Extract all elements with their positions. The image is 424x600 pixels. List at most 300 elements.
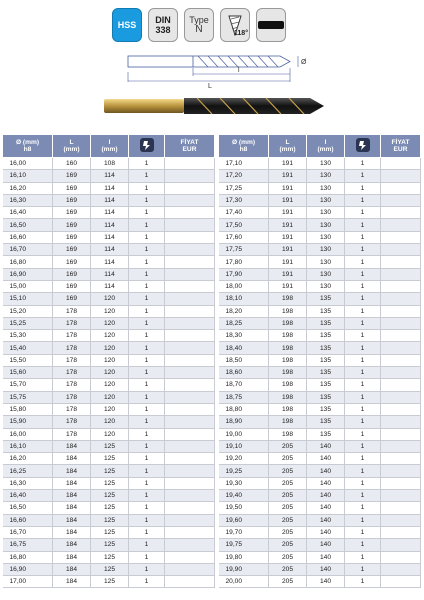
price-cell: [381, 379, 421, 391]
pack-qty-cell: 1: [129, 576, 165, 588]
pack-qty-cell: 1: [345, 219, 381, 231]
price-cell: [381, 563, 421, 575]
price-cell: [381, 440, 421, 452]
diameter-cell: 19,00: [219, 428, 269, 440]
flute-length-cell: 130: [307, 170, 345, 182]
price-cell: [381, 490, 421, 502]
total-length-cell: 205: [269, 576, 307, 588]
flute-length-cell: 140: [307, 490, 345, 502]
total-length-cell: 205: [269, 477, 307, 489]
flute-length-cell: 125: [91, 514, 129, 526]
flute-length-cell: 140: [307, 526, 345, 538]
flute-length-header: l (mm): [91, 135, 129, 158]
pack-qty-cell: 1: [345, 403, 381, 415]
flute-length-cell: 120: [91, 391, 129, 403]
pack-qty-cell: 1: [345, 539, 381, 551]
total-length-cell: 184: [53, 526, 91, 538]
table-row: [219, 551, 421, 563]
pack-qty-cell: 1: [345, 576, 381, 588]
price-cell: [165, 367, 215, 379]
table-row: [219, 514, 421, 526]
table-row: [3, 514, 215, 526]
price-header: FİYAT EUR: [165, 135, 215, 158]
total-length-cell: 198: [269, 391, 307, 403]
pack-qty-cell: 1: [345, 305, 381, 317]
table-row: [219, 379, 421, 391]
price-cell: [165, 256, 215, 268]
table-row: [3, 342, 215, 354]
total-length-cell: 191: [269, 231, 307, 243]
pack-qty-cell: 1: [129, 440, 165, 452]
price-cell: [381, 367, 421, 379]
pack-qty-cell: 1: [129, 354, 165, 366]
pack-qty-cell: 1: [129, 526, 165, 538]
diameter-cell: 17,80: [219, 256, 269, 268]
flute-length-cell: 114: [91, 207, 129, 219]
price-cell: [381, 268, 421, 280]
diameter-cell: 18,70: [219, 379, 269, 391]
price-cell: [165, 576, 215, 588]
diameter-cell: 16,90: [3, 268, 53, 280]
table-row: [3, 576, 215, 588]
table-row: [219, 526, 421, 538]
diameter-cell: 15,20: [3, 305, 53, 317]
price-cell: [381, 428, 421, 440]
diameter-cell: 18,20: [219, 305, 269, 317]
table-row: [3, 317, 215, 329]
price-cell: [165, 551, 215, 563]
table-row: [219, 453, 421, 465]
box-pack-icon: [345, 135, 381, 158]
total-length-cell: 184: [53, 539, 91, 551]
table-row: [219, 244, 421, 256]
diameter-cell: 16,60: [3, 514, 53, 526]
total-length-cell: 169: [53, 256, 91, 268]
table-row: [3, 391, 215, 403]
total-length-cell: 198: [269, 416, 307, 428]
flute-length-cell: 135: [307, 379, 345, 391]
table-row: [3, 403, 215, 415]
table-row: [219, 170, 421, 182]
table-row: [219, 428, 421, 440]
price-cell: [381, 576, 421, 588]
flute-length-cell: 140: [307, 514, 345, 526]
table-row: [219, 182, 421, 194]
total-length-cell: 178: [53, 305, 91, 317]
diameter-cell: 16,50: [3, 502, 53, 514]
price-cell: [381, 317, 421, 329]
table-row: [3, 244, 215, 256]
total-length-cell: 184: [53, 502, 91, 514]
flute-length-cell: 135: [307, 305, 345, 317]
total-length-cell: 198: [269, 305, 307, 317]
total-length-cell: 191: [269, 158, 307, 170]
flute-length-cell: 140: [307, 502, 345, 514]
pack-qty-cell: 1: [345, 280, 381, 292]
box-pack-icon: [129, 135, 165, 158]
total-length-cell: 169: [53, 280, 91, 292]
table-row: [3, 280, 215, 292]
diameter-cell: 16,70: [3, 244, 53, 256]
diameter-cell: 17,00: [3, 576, 53, 588]
pack-qty-cell: 1: [129, 403, 165, 415]
total-length-cell: 184: [53, 477, 91, 489]
table-row: [219, 268, 421, 280]
table-row: [3, 182, 215, 194]
pack-qty-cell: 1: [345, 194, 381, 206]
pack-qty-cell: 1: [345, 416, 381, 428]
pack-qty-cell: 1: [129, 539, 165, 551]
total-length-cell: 184: [53, 490, 91, 502]
price-cell: [381, 170, 421, 182]
flute-length-cell: 125: [91, 551, 129, 563]
total-length-cell: 205: [269, 440, 307, 452]
table-row: [3, 305, 215, 317]
price-cell: [165, 379, 215, 391]
price-cell: [165, 219, 215, 231]
pack-qty-cell: 1: [345, 453, 381, 465]
price-cell: [165, 207, 215, 219]
total-length-cell: 178: [53, 391, 91, 403]
diameter-cell: 18,40: [219, 342, 269, 354]
flute-length-cell: 125: [91, 526, 129, 538]
diameter-cell: 15,10: [3, 293, 53, 305]
table-row: [219, 342, 421, 354]
flute-length-cell: 125: [91, 502, 129, 514]
table-row: [219, 416, 421, 428]
diameter-cell: 17,60: [219, 231, 269, 243]
diameter-cell: 16,25: [3, 465, 53, 477]
total-length-cell: 191: [269, 268, 307, 280]
table-row: [219, 317, 421, 329]
price-cell: [381, 280, 421, 292]
total-length-cell: 191: [269, 244, 307, 256]
total-length-cell: 184: [53, 576, 91, 588]
diameter-cell: 18,75: [219, 391, 269, 403]
flute-length-cell: 120: [91, 317, 129, 329]
diameter-cell: 17,50: [219, 219, 269, 231]
flute-length-cell: 135: [307, 391, 345, 403]
price-cell: [165, 194, 215, 206]
total-length-cell: 191: [269, 194, 307, 206]
total-length-cell: 198: [269, 293, 307, 305]
pack-qty-cell: 1: [345, 256, 381, 268]
total-length-cell: 169: [53, 231, 91, 243]
total-length-cell: 178: [53, 416, 91, 428]
flute-length-cell: 114: [91, 182, 129, 194]
flute-length-cell: 130: [307, 256, 345, 268]
table-header-row: [219, 135, 421, 158]
type-badge: [184, 8, 214, 42]
flute-length-cell: 120: [91, 403, 129, 415]
total-length-cell: 198: [269, 354, 307, 366]
flute-length-cell: 120: [91, 354, 129, 366]
table-row: [219, 367, 421, 379]
table-row: [219, 194, 421, 206]
flute-length-cell: 135: [307, 403, 345, 415]
price-cell: [165, 391, 215, 403]
diameter-cell: 19,75: [219, 539, 269, 551]
pack-qty-cell: 1: [129, 170, 165, 182]
total-length-cell: 178: [53, 428, 91, 440]
flute-length-cell: 125: [91, 539, 129, 551]
flute-length-cell: 135: [307, 330, 345, 342]
total-length-cell: 184: [53, 440, 91, 452]
price-cell: [381, 256, 421, 268]
total-length-cell: 160: [53, 158, 91, 170]
diameter-cell: 15,90: [3, 416, 53, 428]
pack-qty-cell: 1: [129, 379, 165, 391]
price-cell: [381, 305, 421, 317]
price-cell: [381, 354, 421, 366]
flute-length-cell: 140: [307, 539, 345, 551]
price-cell: [381, 342, 421, 354]
table-row: [219, 330, 421, 342]
price-cell: [381, 514, 421, 526]
total-length-cell: 178: [53, 379, 91, 391]
diameter-cell: 19,70: [219, 526, 269, 538]
pack-qty-cell: 1: [345, 428, 381, 440]
diameter-cell: 16,40: [3, 490, 53, 502]
table-row: [3, 539, 215, 551]
flute-length-cell: 130: [307, 231, 345, 243]
table-row: [3, 551, 215, 563]
total-length-cell: 191: [269, 170, 307, 182]
total-length-cell: 169: [53, 244, 91, 256]
table-row: [219, 440, 421, 452]
pack-qty-cell: 1: [129, 219, 165, 231]
total-length-cell: 198: [269, 367, 307, 379]
pack-qty-cell: 1: [345, 317, 381, 329]
table-row: [219, 207, 421, 219]
flute-length-cell: 135: [307, 416, 345, 428]
diameter-cell: 18,25: [219, 317, 269, 329]
size-table-left: [2, 134, 215, 588]
flute-length-cell: 125: [91, 477, 129, 489]
total-length-cell: 191: [269, 256, 307, 268]
pack-qty-cell: 1: [345, 551, 381, 563]
total-length-cell: 198: [269, 403, 307, 415]
diameter-label: Ø: [301, 59, 307, 66]
flute-length-cell: 140: [307, 477, 345, 489]
diameter-cell: 19,20: [219, 453, 269, 465]
diameter-cell: 18,80: [219, 403, 269, 415]
flute-length-cell: 130: [307, 194, 345, 206]
diameter-cell: 17,20: [219, 170, 269, 182]
pack-qty-cell: 1: [129, 244, 165, 256]
price-cell: [381, 551, 421, 563]
total-length-cell: 178: [53, 342, 91, 354]
price-cell: [165, 330, 215, 342]
total-length-cell: 198: [269, 317, 307, 329]
size-table-left-body: [3, 158, 215, 588]
diameter-cell: 16,00: [3, 428, 53, 440]
diameter-cell: 16,90: [3, 563, 53, 575]
total-length-cell: 178: [53, 403, 91, 415]
table-row: [219, 293, 421, 305]
pack-qty-cell: 1: [129, 428, 165, 440]
table-row: [3, 465, 215, 477]
table-row: [219, 465, 421, 477]
table-row: [3, 293, 215, 305]
price-cell: [165, 158, 215, 170]
pack-qty-cell: 1: [345, 330, 381, 342]
pack-qty-cell: 1: [129, 280, 165, 292]
flute-length-cell: 125: [91, 576, 129, 588]
pack-qty-cell: 1: [129, 453, 165, 465]
price-cell: [381, 194, 421, 206]
total-length-header: L (mm): [53, 135, 91, 158]
diameter-cell: 16,00: [3, 158, 53, 170]
flute-length-cell: 140: [307, 551, 345, 563]
flute-length-cell: 114: [91, 280, 129, 292]
diameter-cell: 16,10: [3, 440, 53, 452]
flute-length-cell: 130: [307, 158, 345, 170]
pack-qty-cell: 1: [129, 563, 165, 575]
flute-length-cell: 125: [91, 465, 129, 477]
diameter-cell: 16,50: [3, 219, 53, 231]
diameter-cell: 19,30: [219, 477, 269, 489]
table-row: [3, 256, 215, 268]
flute-length-cell: 125: [91, 563, 129, 575]
price-cell: [381, 244, 421, 256]
table-row: [3, 477, 215, 489]
price-cell: [165, 280, 215, 292]
pack-qty-cell: 1: [345, 465, 381, 477]
flute-length-cell: 114: [91, 219, 129, 231]
flute-length-header: l (mm): [307, 135, 345, 158]
flute-length-cell: 120: [91, 342, 129, 354]
price-cell: [381, 330, 421, 342]
diameter-cell: 15,60: [3, 367, 53, 379]
flute-length-cell: 120: [91, 416, 129, 428]
pack-qty-cell: 1: [345, 293, 381, 305]
price-cell: [381, 158, 421, 170]
flute-length-cell: 114: [91, 244, 129, 256]
price-cell: [381, 219, 421, 231]
pack-qty-cell: 1: [129, 158, 165, 170]
diameter-cell: 15,30: [3, 330, 53, 342]
table-row: [3, 416, 215, 428]
diameter-cell: 16,70: [3, 526, 53, 538]
table-row: [3, 379, 215, 391]
total-length-cell: 178: [53, 367, 91, 379]
price-cell: [165, 526, 215, 538]
diameter-cell: 16,20: [3, 182, 53, 194]
pack-qty-cell: 1: [129, 367, 165, 379]
total-length-cell: 169: [53, 170, 91, 182]
table-row: [3, 490, 215, 502]
price-cell: [381, 502, 421, 514]
total-length-cell: 169: [53, 293, 91, 305]
price-cell: [381, 526, 421, 538]
table-row: [219, 502, 421, 514]
table-row: [219, 158, 421, 170]
price-cell: [165, 170, 215, 182]
price-cell: [165, 428, 215, 440]
flute-length-cell: 135: [307, 293, 345, 305]
price-cell: [381, 539, 421, 551]
diameter-header: Ø (mm) h8: [3, 135, 53, 158]
diameter-cell: 16,10: [3, 170, 53, 182]
total-length-cell: 184: [53, 514, 91, 526]
pack-qty-cell: 1: [129, 391, 165, 403]
table-row: [3, 440, 215, 452]
flute-length-cell: 135: [307, 354, 345, 366]
flute-length-cell: 120: [91, 330, 129, 342]
type-value: N: [195, 24, 203, 35]
spec-badges: [112, 8, 286, 42]
price-cell: [165, 231, 215, 243]
total-length-cell: 198: [269, 379, 307, 391]
table-row: [219, 231, 421, 243]
cylindrical-shank-icon: [258, 21, 284, 29]
flute-length-cell: 108: [91, 158, 129, 170]
flute-length-cell: 120: [91, 367, 129, 379]
price-cell: [165, 305, 215, 317]
diameter-header: Ø (mm) h8: [219, 135, 269, 158]
price-cell: [381, 403, 421, 415]
flute-length-cell: 130: [307, 207, 345, 219]
point-angle-badge: [220, 8, 250, 42]
diameter-cell: 17,25: [219, 182, 269, 194]
pack-qty-cell: 1: [345, 182, 381, 194]
diameter-cell: 17,75: [219, 244, 269, 256]
price-cell: [165, 403, 215, 415]
price-cell: [381, 391, 421, 403]
total-length-cell: 191: [269, 280, 307, 292]
table-row: [3, 158, 215, 170]
table-row: [3, 170, 215, 182]
pack-qty-cell: 1: [129, 477, 165, 489]
diameter-cell: 17,40: [219, 207, 269, 219]
total-length-cell: 191: [269, 219, 307, 231]
pack-qty-cell: 1: [129, 502, 165, 514]
size-table-right: [218, 134, 421, 588]
diameter-cell: 18,50: [219, 354, 269, 366]
diameter-cell: 19,90: [219, 563, 269, 575]
pack-qty-cell: 1: [129, 305, 165, 317]
table-row: [3, 330, 215, 342]
din-label: DIN: [155, 15, 171, 25]
pack-qty-cell: 1: [345, 563, 381, 575]
price-cell: [165, 293, 215, 305]
price-cell: [165, 490, 215, 502]
price-header: FİYAT EUR: [381, 135, 421, 158]
flute-length-cell: 135: [307, 342, 345, 354]
price-cell: [165, 440, 215, 452]
diameter-cell: 19,40: [219, 490, 269, 502]
table-row: [3, 207, 215, 219]
pack-qty-cell: 1: [345, 526, 381, 538]
pack-qty-cell: 1: [345, 244, 381, 256]
table-row: [3, 231, 215, 243]
total-length-cell: 205: [269, 526, 307, 538]
total-length-cell: 169: [53, 268, 91, 280]
flute-length-cell: 130: [307, 219, 345, 231]
pack-qty-cell: 1: [129, 416, 165, 428]
pack-qty-cell: 1: [345, 477, 381, 489]
flute-length-cell: 114: [91, 194, 129, 206]
price-cell: [381, 182, 421, 194]
total-length-cell: 169: [53, 194, 91, 206]
total-length-cell: 205: [269, 539, 307, 551]
diameter-cell: 18,30: [219, 330, 269, 342]
table-row: [219, 403, 421, 415]
total-length-cell: 198: [269, 330, 307, 342]
flute-length-cell: 140: [307, 440, 345, 452]
price-cell: [165, 268, 215, 280]
